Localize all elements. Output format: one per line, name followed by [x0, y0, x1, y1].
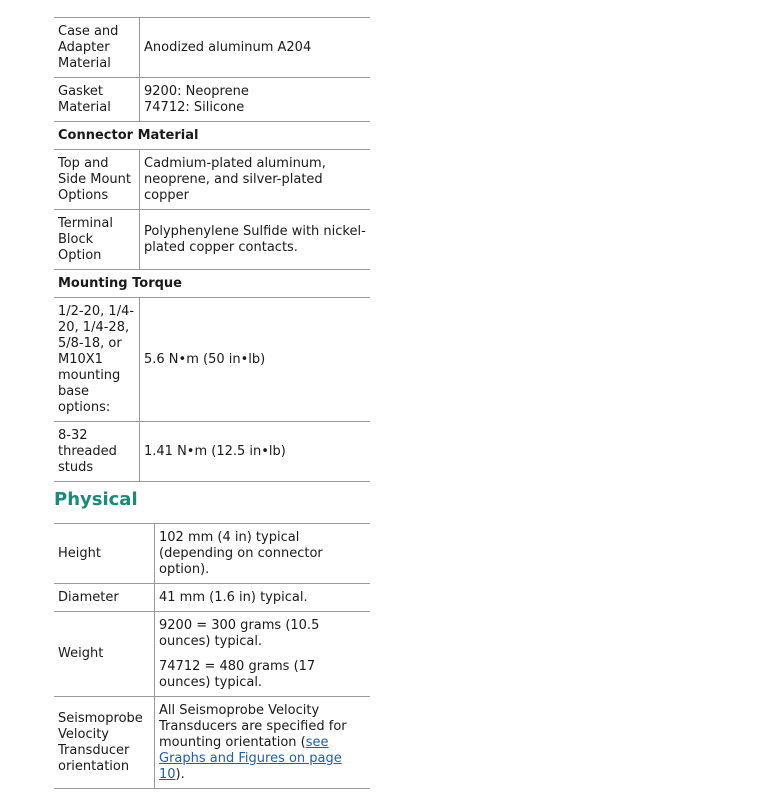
value-text: All Seismoprobe Velocity Transducers are specified for mounting orientation (: [159, 702, 347, 750]
value-line: 9200: Neoprene: [144, 83, 249, 99]
table-row: [54, 524, 370, 584]
table-row: [54, 150, 370, 210]
value-line: 74712: Silicone: [144, 99, 245, 115]
table-row: [54, 210, 370, 270]
row-label: Case and Adapter Material: [54, 18, 140, 78]
row-label: Seismoprobe Velocity Transducer orientation: [54, 697, 155, 789]
table-row: [54, 697, 370, 789]
value-paragraph: 74712 = 480 grams (17 ounces) typical.: [159, 658, 316, 690]
section-header: Connector Material: [54, 122, 370, 150]
row-value: [155, 612, 371, 697]
row-value: 1.41 N•m (12.5 in•lb): [140, 422, 371, 482]
row-label: 1/2-20, 1/4-20, 1/4-28, 5/8-18, or M10X1 mounting base options:: [54, 298, 140, 422]
section-header-row: [54, 270, 370, 298]
paragraph-gap: [159, 650, 366, 659]
row-label: Weight: [54, 612, 155, 697]
row-label: Top and Side Mount Options: [54, 150, 140, 210]
row-value: Cadmium-plated aluminum, neoprene, and silver-plated copper: [140, 150, 371, 210]
row-value: Anodized aluminum A204: [140, 18, 371, 78]
row-label: Terminal Block Option: [54, 210, 140, 270]
row-value: [155, 697, 371, 789]
table-row: [54, 78, 370, 122]
page-reference-link[interactable]: see Graphs and Figures on page 10: [159, 734, 342, 782]
material-specs-table-container: [54, 17, 370, 482]
row-value: 102 mm (4 in) typical (depending on connector option).: [155, 524, 371, 584]
row-label: Diameter: [54, 584, 155, 612]
row-label: Height: [54, 524, 155, 584]
row-value: 41 mm (1.6 in) typical.: [155, 584, 371, 612]
section-header: Mounting Torque: [54, 270, 370, 298]
value-paragraph: 9200 = 300 grams (10.5 ounces) typical.: [159, 617, 320, 649]
row-value: Polyphenylene Sulfide with nickel-plated copper contacts.: [140, 210, 371, 270]
section-heading-physical: Physical: [54, 489, 138, 510]
material-specs-table: [54, 17, 370, 482]
row-label: 8-32 threaded studs: [54, 422, 140, 482]
physical-specs-table: [54, 523, 370, 789]
physical-specs-table-container: [54, 523, 370, 789]
value-text: ).: [175, 766, 185, 782]
table-row: [54, 584, 370, 612]
table-row: [54, 298, 370, 422]
row-value: [140, 78, 371, 122]
row-label: Gasket Material: [54, 78, 140, 122]
table-row: [54, 422, 370, 482]
table-row: [54, 612, 370, 697]
row-value: 5.6 N•m (50 in•lb): [140, 298, 371, 422]
table-row: [54, 18, 370, 78]
section-header-row: [54, 122, 370, 150]
